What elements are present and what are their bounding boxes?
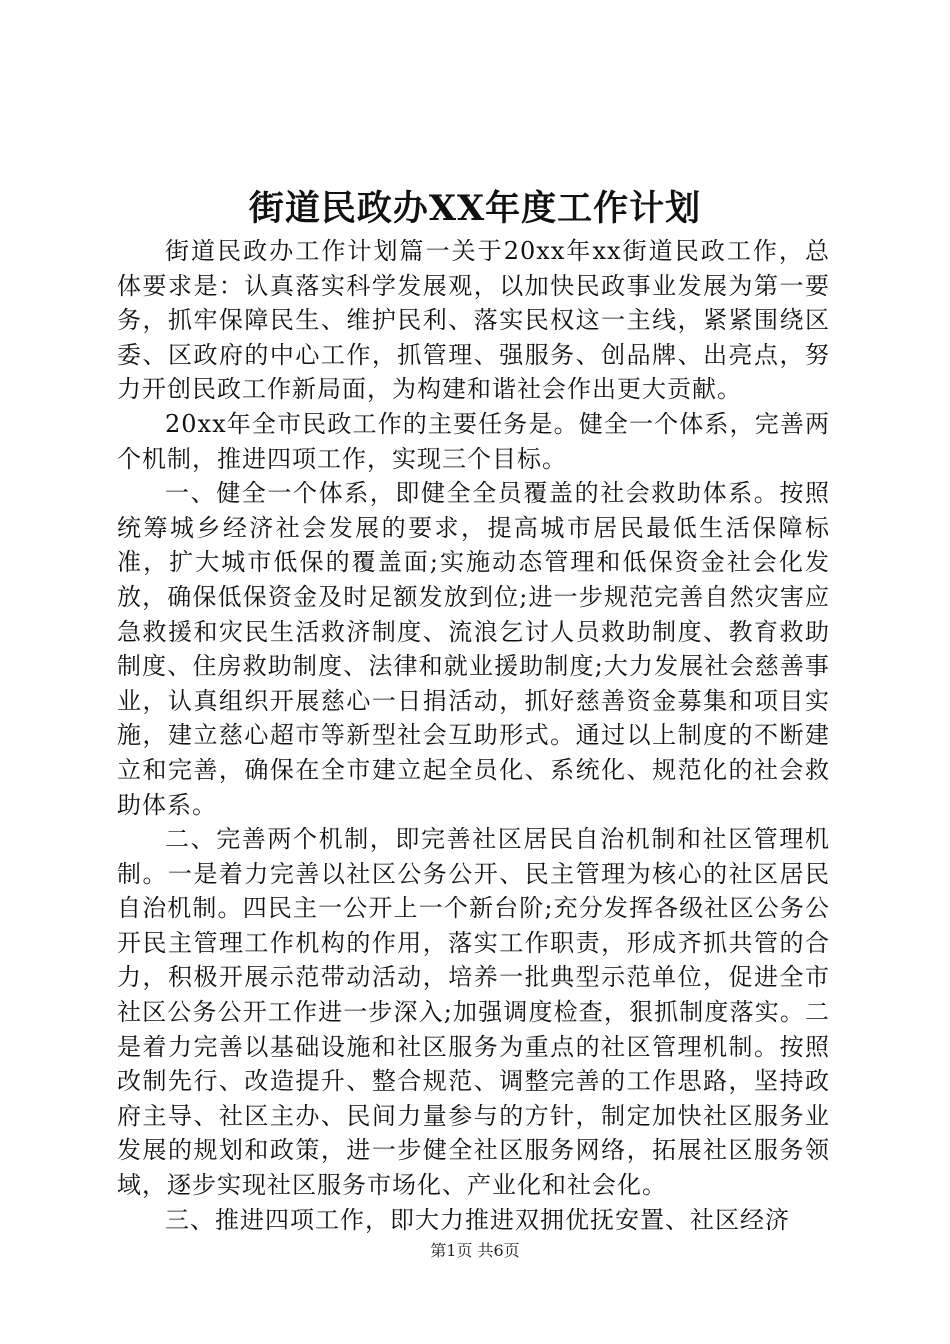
- paragraph-section-one: 一、健全一个体系，即健全全员覆盖的社会救助体系。按照统筹城乡经济社会发展的要求，提高城市居民最低生活保障标准，扩大城市低保的覆盖面;实施动态管理和低保资金社会化发放，确保低保资金及时足额发放到位;进一步规范完善自然灾害应急救援和灾民生活救济制度、流浪乞讨人员救助制度、教育救助制度、住房救助制度、法律和就业援助制度;大力发展社会慈善事业，认真组织开展慈心一日捐活动，抓好慈善资金募集和项目实施，建立慈心超市等新型社会互助形式。通过以上制度的不断建立和完善，确保在全市建立起全员化、系统化、规范化的社会救助体系。: [117, 479, 830, 819]
- paragraph-main-tasks: 20xx年全市民政工作的主要任务是。健全一个体系，完善两个机制，推进四项工作，实现三个目标。: [117, 409, 830, 473]
- paragraph-section-three: 三、推进四项工作，即大力推进双拥优抚安置、社区经济: [165, 1205, 790, 1234]
- document-body: [117, 234, 830, 1237]
- page-number-footer: 第1页 共6页: [430, 1241, 520, 1260]
- paragraph-intro: 街道民政办工作计划篇一关于20xx年xx街道民政工作，总体要求是：认真落实科学发展观，以加快民政事业发展为第一要务，抓牢保障民生、维护民利、落实民权这一主线，紧紧围绕区委、区政府的中心工作，抓管理、强服务、创品牌、出亮点，努力开创民政工作新局面，为构建和谐社会作出更大贡献。: [117, 237, 830, 404]
- document-title: 街道民政办XX年度工作计划: [248, 188, 702, 229]
- paragraph-section-two: 二、完善两个机制，即完善社区居民自治机制和社区管理机制。一是着力完善以社区公务公开、民主管理为核心的社区居民自治机制。四民主一公开上一个新台阶;充分发挥各级社区公务公开民主管理工作机构的作用，落实工作职责，形成齐抓共管的合力，积极开展示范带动活动，培养一批典型示范单位，促进全市社区公务公开工作进一步深入;加强调度检查，狠抓制度落实。二是着力完善以基础设施和社区服务为重点的社区管理机制。按照改制先行、改造提升、整合规范、调整完善的工作思路，坚持政府主导、社区主办、民间力量参与的方针，制定加快社区服务业发展的规划和政策，进一步健全社区服务网络，拓展社区服务领域，逐步实现社区服务市场化、产业化和社会化。: [117, 825, 830, 1200]
